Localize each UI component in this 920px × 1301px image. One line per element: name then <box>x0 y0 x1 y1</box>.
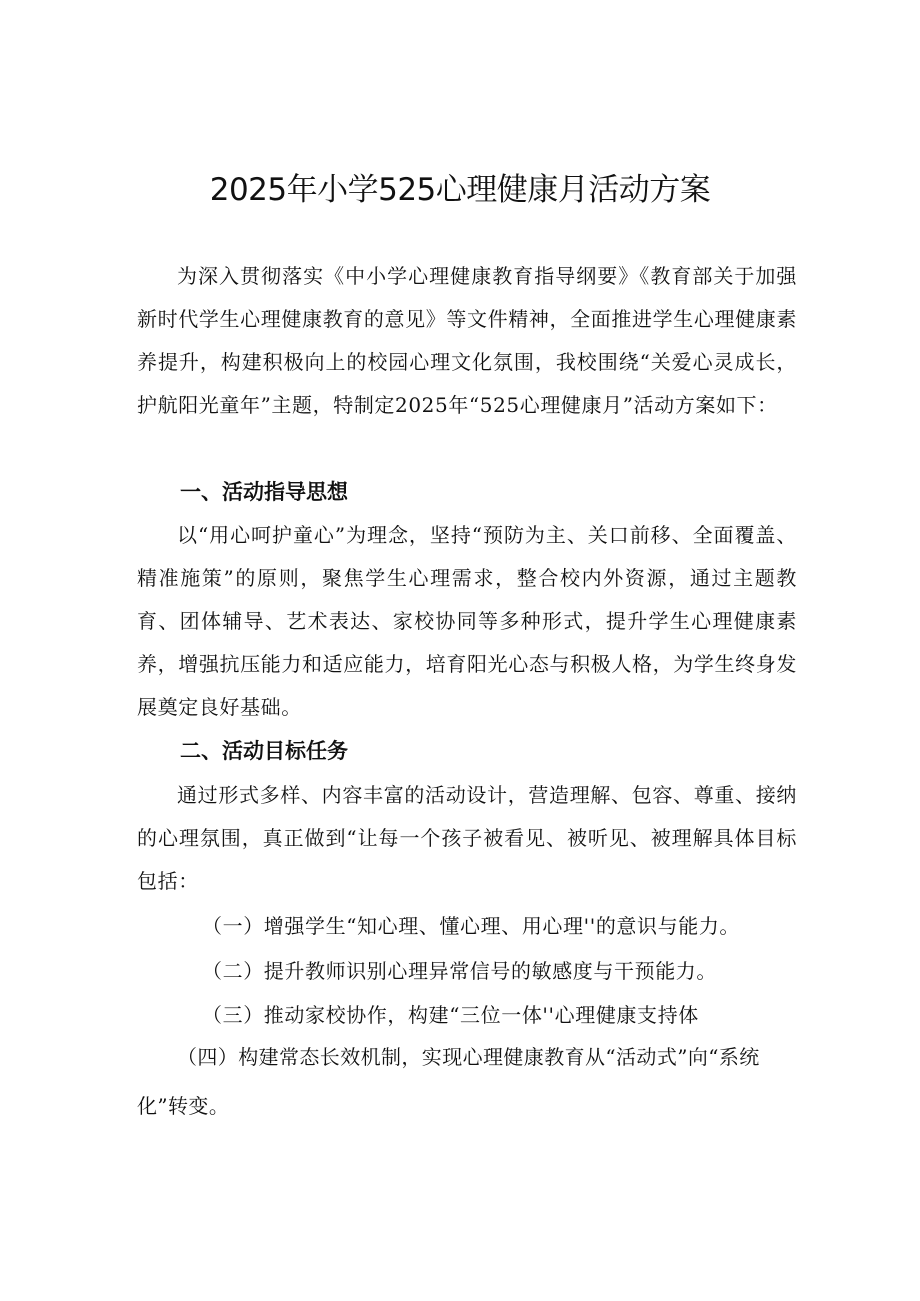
section-body-goals: 通过形式多样、内容丰富的活动设计，营造理解、包容、尊重、接纳的心理氛围，真正做到“让每一个孩子被看见、被听见、被理解具体目标包括： <box>137 783 797 893</box>
document-title: 2025年小学525心理健康月活动方案 <box>209 172 711 208</box>
section-heading-goals: 二、活动目标任务 <box>180 739 348 763</box>
goal-item-3: （三）推动家校协作，构建“三位一体''心理健康支持体 <box>202 1003 699 1027</box>
goal-item-4: （四）构建常态长效机制，实现心理健康教育从“活动式”向“系统化”转变。 <box>137 1045 760 1118</box>
section-body-guiding-ideology: 以“用心呵护童心”为理念，坚持“预防为主、关口前移、全面覆盖、精准施策”的原则，聚焦学生心理需求，整合校内外资源，通过主题教育、团体辅导、艺术表达、家校协同等多种形式，提升学生心理健康素养，增强抗压能力和适应能力，培育阳光心态与积极人格，为学生终身发展奠定良好基础。 <box>137 523 797 719</box>
goal-item-1: （一）增强学生“知心理、懂心理、用心理''的意识与能力。 <box>202 914 741 938</box>
section-heading-guiding-ideology: 一、活动指导思想 <box>180 480 348 504</box>
intro-paragraph: 为深入贯彻落实《中小学心理健康教育指导纲要》《教育部关于加强新时代学生心理健康教育的意见》等文件精神，全面推进学生心理健康素养提升，构建积极向上的校园心理文化氛围，我校围绕“关爱心灵成长，护航阳光童年”主题，特制定2025年“525心理健康月”活动方案如下： <box>137 264 797 417</box>
goal-item-2: （二）提升教师识别心理异常信号的敏感度与干预能力。 <box>202 959 717 983</box>
